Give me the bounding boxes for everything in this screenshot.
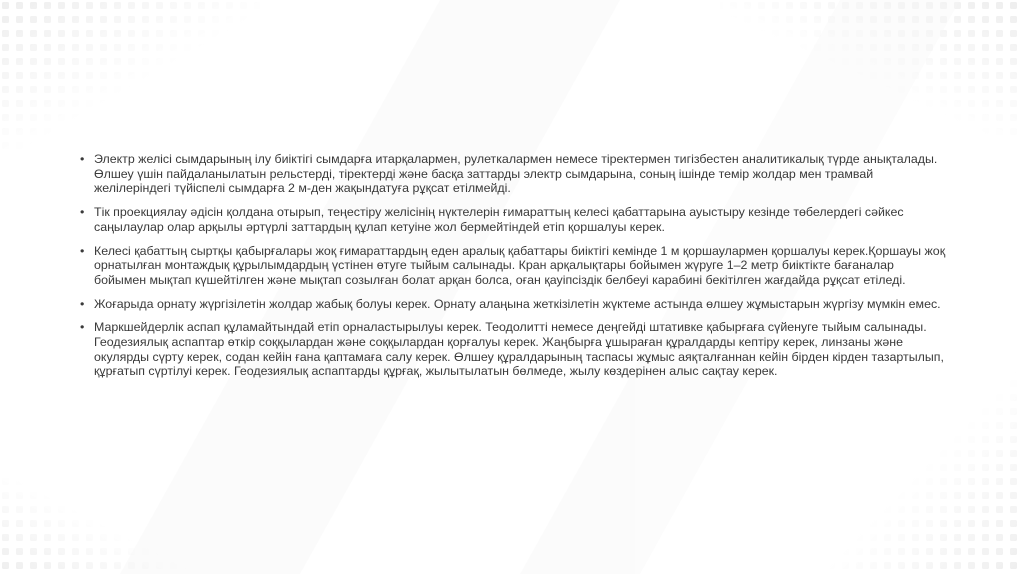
bullet-text: Жоғарыда орнату жүргізілетін жолдар жабық болуы керек. Орнату алаңына жеткізілетін жүктеме астында өлшеу жұмыстарын жүргізу мүмкін емес.	[94, 296, 941, 311]
corner-pattern-top-left	[0, 0, 260, 150]
bullet-marker: •	[80, 296, 85, 311]
bullet-item-4	[66, 297, 946, 312]
bullet-marker: •	[80, 243, 85, 258]
bullet-text: Электр желісі сымдарының ілу биіктігі сымдарға итарқалармен, рулеткалармен немесе тіректермен тигізбестен аналитикалық түрде анықталады. Өлшеу үшін пайдаланылатын рельстерді, тіректерді және басқа заттарды электр сымдарына, соның ішінде темір жолдар мен трамвай желілеріндегі түйіспелі сымдарға 2 м-ден жақындатуға рұқсат етілмейді.	[94, 152, 938, 196]
bullet-item-5	[66, 320, 946, 379]
bullet-list	[66, 152, 946, 379]
bullet-item-3	[66, 244, 946, 288]
bullet-text: Келесі қабаттың сыртқы қабырғалары жоқ ғимараттардың еден аралық қабаттары биіктігі кемінде 1 м қоршаулармен қоршалуы керек.Қоршауы жоқ орнатылған монтаждық құрылымдардың үстінен өтуге тыйым салынады. Кран арқалықтары бойымен жүруге 1–2 метр биіктікте бағаналар бойымен мықтап күшейтілген және мықтап созылған болат арқан болса, оған қауіпсіздік белбеуі карабині бекітілген жағдайда рұқсат етіледі.	[94, 243, 946, 287]
bullet-item-2	[66, 205, 946, 234]
bullet-text: Тік проекциялау әдісін қолдана отырып, теңестіру желісінің нүктелерін ғимараттың келесі қабаттарына ауыстыру кезінде төбелердегі сәйкес саңылаулар олар арқылы әртүрлі заттардың құлап кетуіне жол бермейтіндей етіп қоршалуы керек.	[94, 205, 904, 234]
bullet-item-1	[66, 152, 946, 196]
bullet-marker: •	[80, 320, 85, 335]
bullet-text: Маркшейдерлік аспап құламайтындай етіп орналастырылуы керек. Теодолитті немесе деңгейді штативке қабырғаға сүйенуге тыйым салынады. Геодезиялық аспаптар өткір соққылардан және соққылардан қорғалуы керек. Жаңбырға ұшыраған құралдарды кептіру керек, линзаны және окулярды сүрту керек, содан кейін ғана қаптамаға салу керек. Өлшеу құралдарының таспасы жұмыс аяқталғаннан кейін бірден кірден тазартылып, құрғатып сүртілуі керек. Геодезиялық аспаптарды құрғақ, жылытылатын бөлмеде, жылу көздерінен алыс сақтау керек.	[94, 320, 944, 379]
corner-pattern-bottom-right	[820, 360, 1024, 574]
slide-content	[66, 152, 946, 388]
bullet-marker: •	[80, 205, 85, 220]
bullet-marker: •	[80, 152, 85, 166]
